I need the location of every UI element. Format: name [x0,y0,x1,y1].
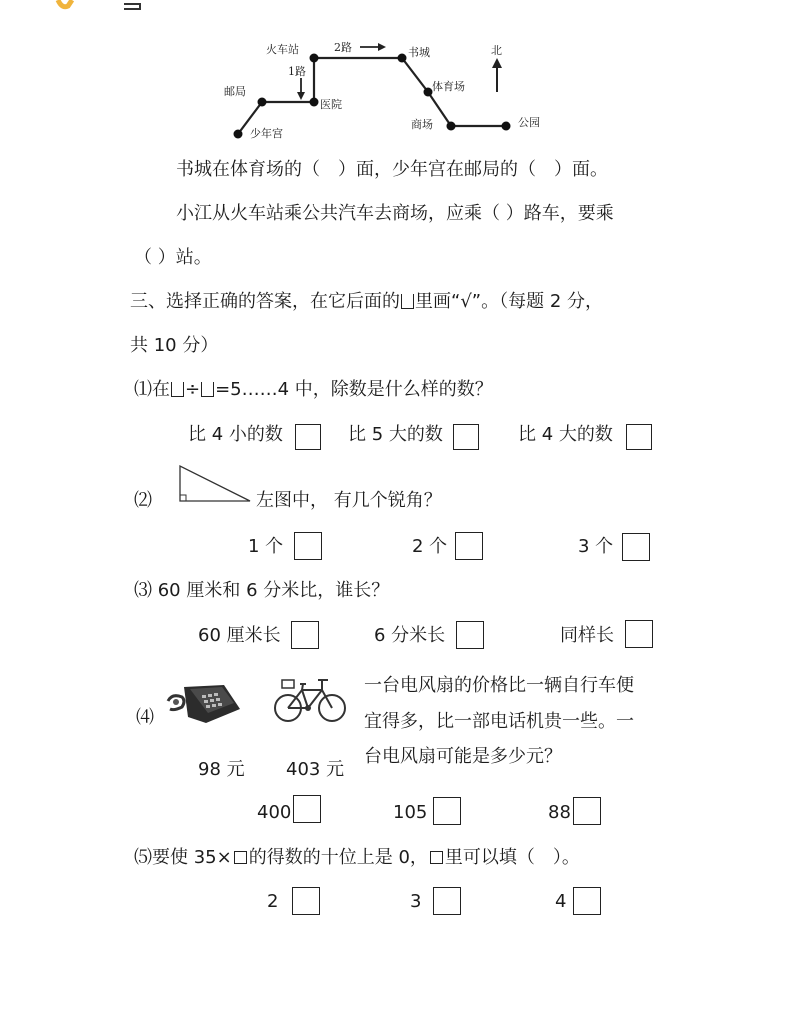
logo-fragment [50,0,170,12]
item5-option-b-checkbox[interactable] [433,887,461,915]
section3-title-b: 里画“√”。（每题 2 分， [415,291,604,312]
map-label-gongyuan: 公园 [518,116,540,129]
item4-number: ⑷ [136,707,154,728]
item1-option-a-label: 比 4 小的数 [188,424,283,445]
map-label-yiyuan: 医院 [320,98,342,111]
item4-option-a-label: 400 [257,802,292,823]
map-dot-shaoniangong [234,130,243,139]
item1-option-b-label: 比 5 大的数 [348,424,443,445]
map-label-route1: 1路 [288,65,306,78]
item4-text-line2: 宜得多，比一部电话机贵一些。一 [364,711,634,732]
map-dot-youju [258,98,267,107]
item3-option-c-checkbox[interactable] [625,620,653,648]
map-label-shucheng: 书城 [408,46,430,59]
q2-line1: 书城在体育场的（ ）面，少年宫在邮局的（ ）面。 [176,159,608,180]
item4-option-c-label: 88 [548,802,571,823]
item1-suffix: =5……4 中，除数是什么样的数？ [215,379,493,400]
q2-line3: （ ）站。 [134,247,212,268]
map-label-shangchang: 商场 [411,118,433,131]
item1-option-c-label: 比 4 大的数 [518,424,613,445]
item3-option-a-checkbox[interactable] [291,621,319,649]
item5-option-a-label: 2 [267,891,279,912]
item4-option-b-label: 105 [393,802,428,823]
telephone-icon [166,683,242,727]
route-map [220,38,560,142]
item3-question: ⑶ 60 厘米和 6 分米比，谁长？ [134,580,390,601]
blank-box-icon [401,294,414,309]
answer-blank-icon [430,851,443,864]
item4-text-line3: 台电风扇可能是多少元？ [364,746,562,767]
item4-option-a-checkbox[interactable] [293,795,321,823]
item1-option-c-checkbox[interactable] [626,424,652,450]
item5-option-a-checkbox[interactable] [292,887,320,915]
q2-line2: 小江从火车站乘公共汽车去商场，应乘（ ）路车，要乘 [176,203,614,224]
section3-title-a: 三、选择正确的答案，在它后面的 [130,291,400,312]
map-dot-shucheng [398,54,407,63]
phone-price: 98 元 [198,759,245,780]
item1-question [134,378,493,402]
item1-div: ÷ [185,379,201,400]
item4-text-line1: 一台电风扇的价格比一辆自行车便 [364,675,634,696]
section3-title-line2: 共 10 分） [130,335,219,356]
map-route-line [238,58,506,134]
section3-title [130,290,603,314]
map-dot-huochezhan [310,54,319,63]
item2-question: 左图中， 有几个锐角？ [256,490,442,511]
item2-option-c-label: 3 个 [578,536,614,557]
item2-option-b-checkbox[interactable] [455,532,483,560]
item5-middle: 的得数的十位上是 0， [248,847,428,868]
map-dot-yiyuan [310,98,319,107]
item3-option-a-label: 60 厘米长 [198,625,281,646]
map-dot-gongyuan [502,122,511,131]
bicycle-icon [272,672,348,724]
dividend-blank-icon [171,382,184,397]
item1-option-b-checkbox[interactable] [453,424,479,450]
multiplier-blank-icon [234,851,247,864]
item4-option-b-checkbox[interactable] [433,797,461,825]
right-triangle-figure [178,464,254,504]
item5-suffix: 里可以填（ ）。 [444,847,580,868]
item2-option-b-label: 2 个 [412,536,448,557]
item2-option-a-label: 1 个 [248,536,284,557]
item2-option-c-checkbox[interactable] [622,533,650,561]
item4-option-c-checkbox[interactable] [573,797,601,825]
item1-prefix: ⑴在 [134,379,170,400]
item3-option-b-checkbox[interactable] [456,621,484,649]
map-label-youju: 邮局 [224,85,246,98]
item5-option-c-label: 4 [555,891,567,912]
bike-price: 403 元 [286,759,345,780]
item5-question [134,846,580,870]
item5-prefix: ⑸要使 35× [134,847,232,868]
item3-option-b-label: 6 分米长 [374,625,446,646]
map-label-huochezhan: 火车站 [266,43,299,56]
map-label-shaoniangong: 少年宫 [250,127,283,140]
item3-option-c-label: 同样长 [560,625,614,646]
divisor-blank-icon [201,382,214,397]
item2-option-a-checkbox[interactable] [294,532,322,560]
map-dot-shangchang [447,122,456,131]
item2-number: ⑵ [134,490,152,511]
map-label-route2: 2路 [334,41,352,54]
map-label-north: 北 [491,44,502,57]
map-label-tiyuchang: 体育场 [432,80,465,93]
item1-option-a-checkbox[interactable] [295,424,321,450]
item5-option-b-label: 3 [410,891,422,912]
item5-option-c-checkbox[interactable] [573,887,601,915]
